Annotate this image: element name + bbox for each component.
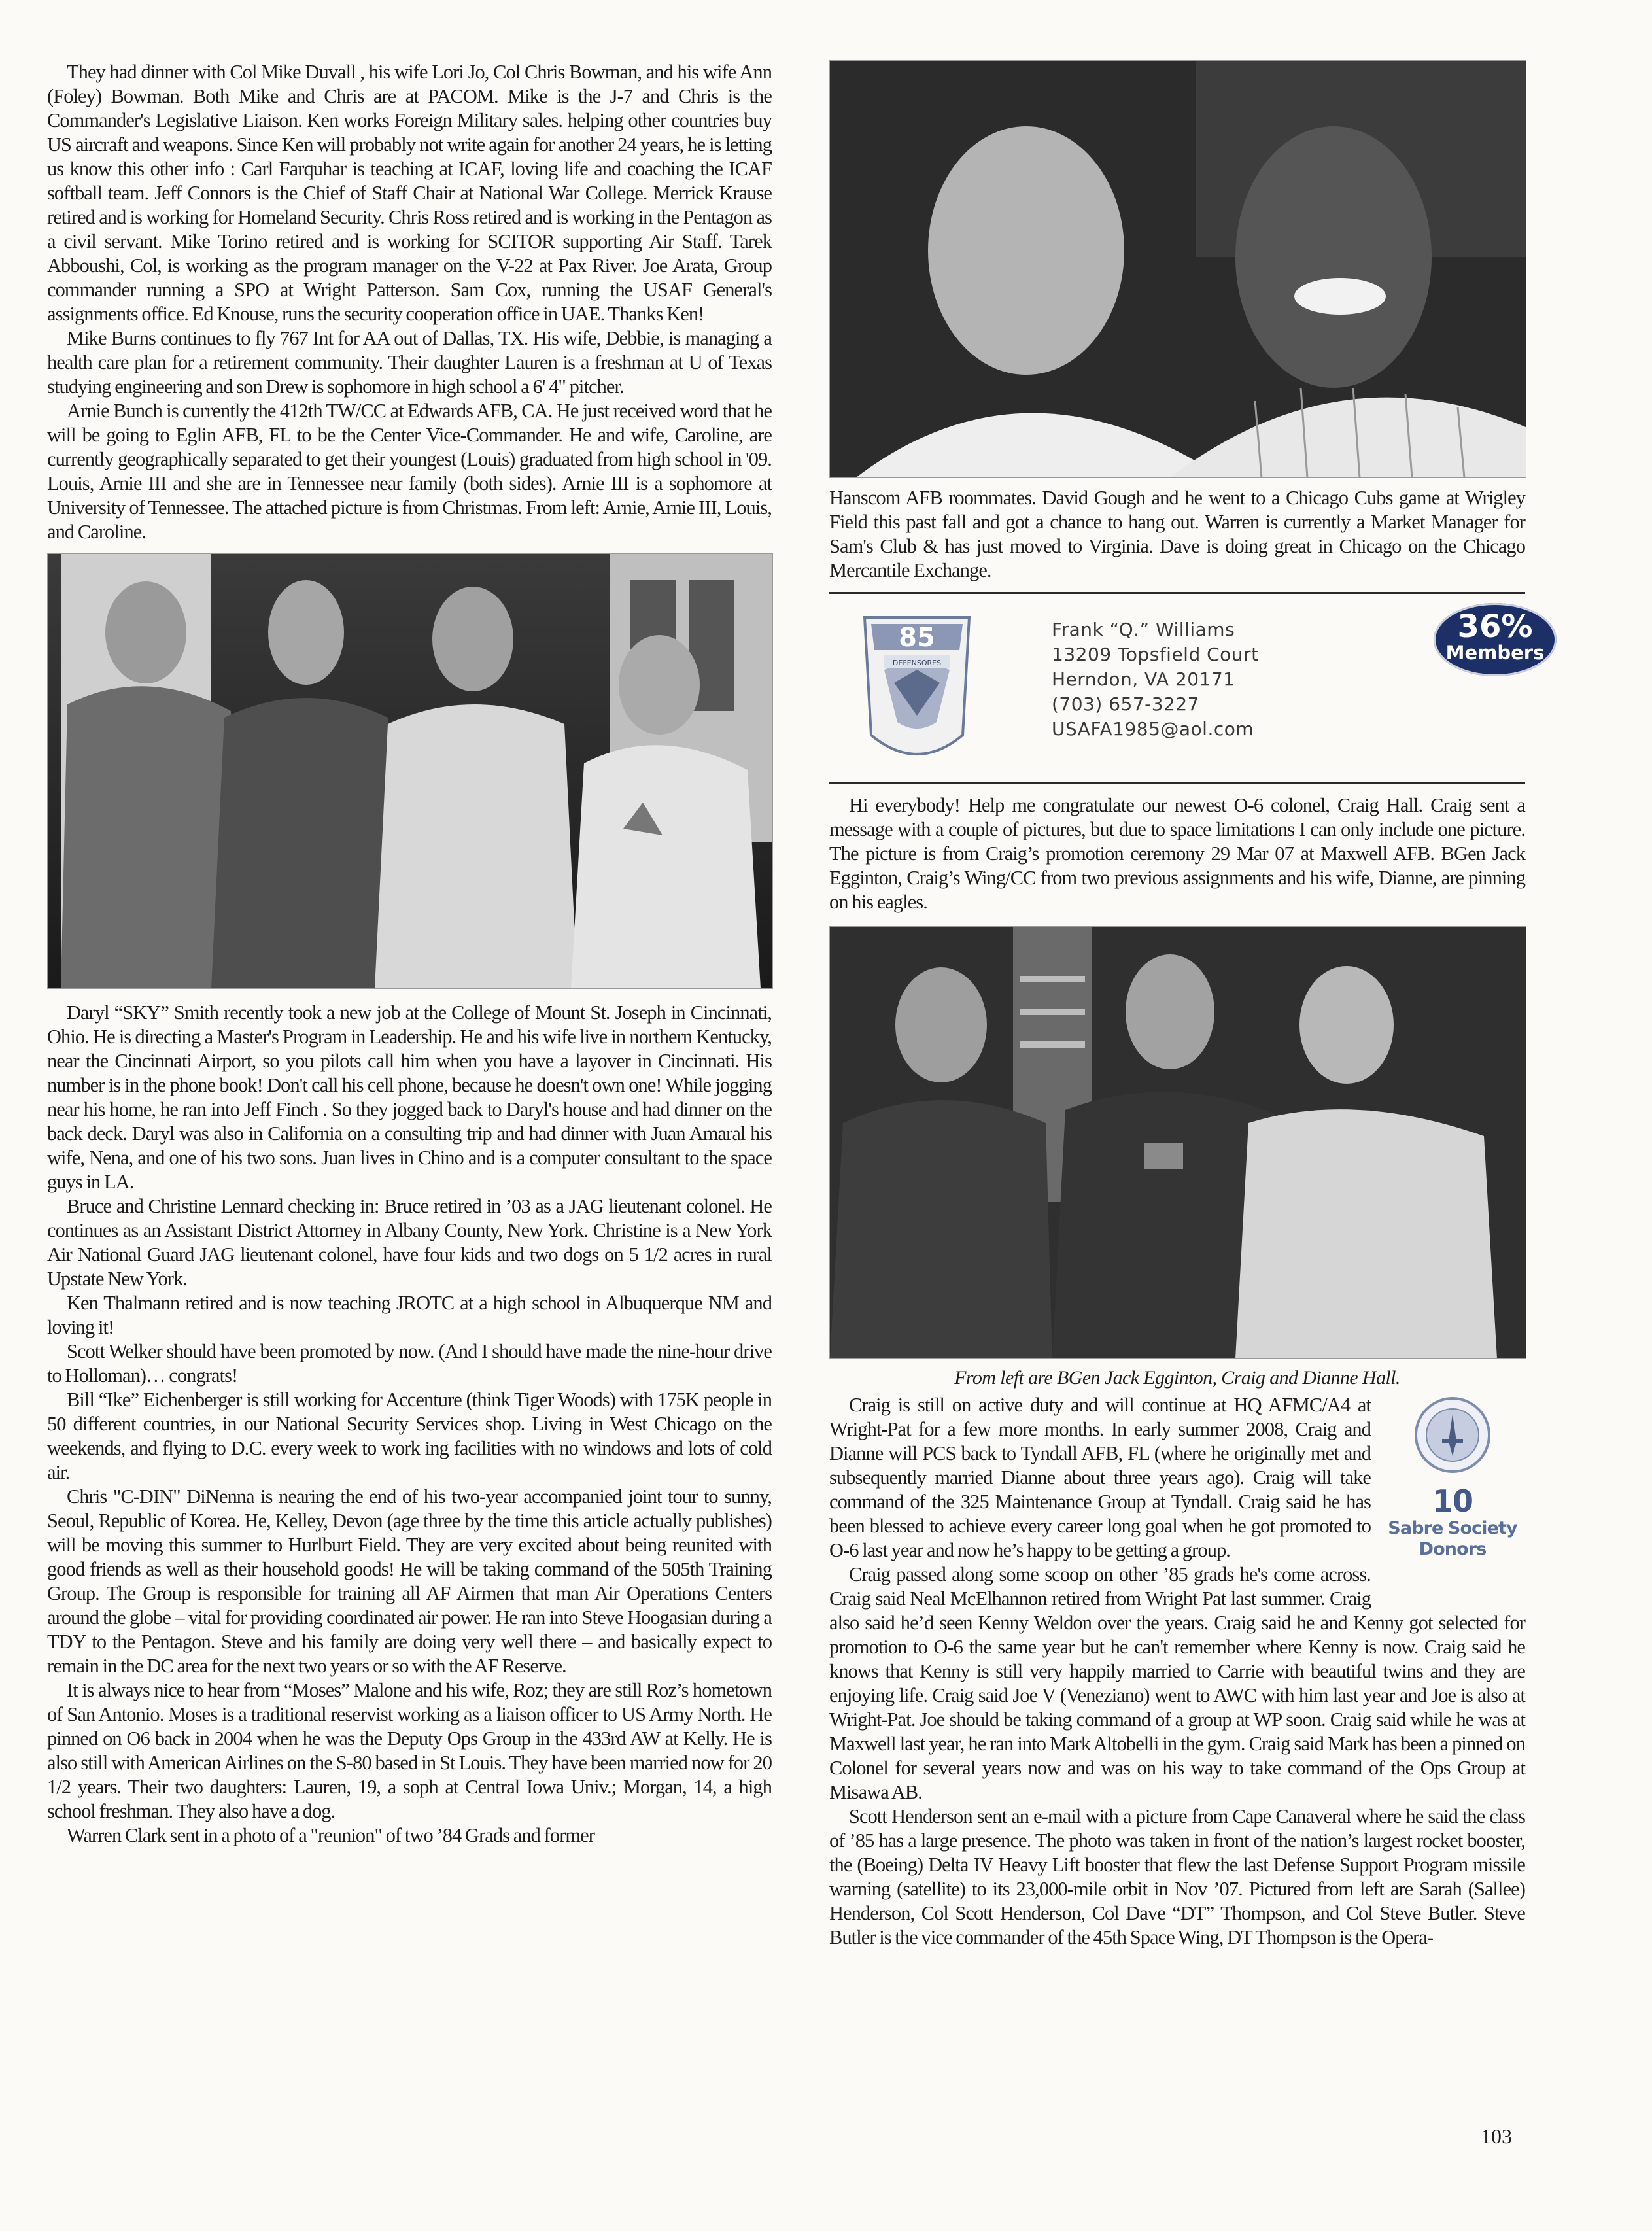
crest-year: 85 <box>899 623 935 653</box>
hall-intro-text <box>829 793 1525 914</box>
paragraph: Arnie Bunch is currently the 412th TW/CC at Edwards AFB, CA. He just received word that he will be going to Eglin AFB, FL to be the Center Vice-Commander. He and wife, Caroline, are currently geographically separated to get their youngest (Louis) graduated from high school in '09. Louis, Arnie III and she are in Tennessee near family (both sides). Arnie III is a sophomore at University of Tennessee. The attached picture is from Christmas. From left: Arnie, Arnie III, Louis, and Caroline. <box>47 400 772 543</box>
paragraph: They had dinner with Col Mike Duvall , his wife Lori Jo, Col Chris Bowman, and his wife Ann (Foley) Bowman. Both Mike and Chris are at PACOM. Mike is the J-7 and Chris is the Commander's Legislative Liaison. Ken works Foreign Military sales. helping other countries buy US aircraft and weapons. Since Ken will probably not write again for another 24 years, he is letting us know this other info : Carl Farquhar is teaching at ICAF, loving life and coaching the ICAF softball team. Jeff Connors is the Chief of Staff Chair at National War College. Merrick Krause retired and is working for Homeland Security. Chris Ross retired and is working in the Pentagon as a civil servant. Mike Torino retired and is working for SCITOR supporting Air Staff. Tarek Abboushi, Col, is working as the program manager on the V-22 at Pax River. Joe Arata, Group commander running a SPO at Wright Patterson. Sam Cox, running the USAF General's assignments office. Ed Knouse, runs the security cooperation office in UAE. Thanks Ken! <box>47 61 772 325</box>
class-crest-icon <box>858 604 976 773</box>
membership-label: Members <box>1445 642 1545 664</box>
paragraph: Scott Welker should have been promoted by now. (And I should have made the nine-hour drive to Holloman)… congrats! <box>47 1340 772 1387</box>
paragraph: Chris "C-DIN" DiNenna is nearing the end of his two-year accompanied joint tour to sunny, Seoul, Republic of Korea. He, Kelley, Devon (age three by the time this article actually publishes) will be moving this summer to Hurlburt Field. They are very excited about being reunited with good friends as well as their household goods! He will be taking command of the 505th Training Group. The Group is responsible for training all AF Airmen that man Air Operations Centers around the globe – vital for providing coordinated air power. He ran into Steve Hoogasian during a TDY to the Pentagon. Steve and his family are doing very well there – and basically expect to remain in the DC area for the next two years or so with the AF Reserve. <box>47 1485 772 1677</box>
scribe-phone: (703) 657-3227 <box>1052 693 1199 715</box>
paragraph: Mike Burns continues to fly 767 Int for AA out of Dallas, TX. His wife, Debbie, is managing a health care plan for a retirement community. Their daughter Lauren is a freshman at U of Texas studying engineering and son Drew is sophomore in high school a 6' 4" pitcher. <box>47 327 772 398</box>
right-column <box>829 60 1545 1950</box>
divider <box>829 782 1525 784</box>
scribe-email[interactable]: USAFA1985@aol.com <box>1052 718 1254 740</box>
paragraph: Hanscom AFB roommates. David Gough and he went to a Chicago Cubs game at Wrigley Field this past fall and got a chance to hang out. Warren is currently a Market Manager for Sam's Club & has just moved to Virginia. Dave is doing great in Chicago on the Chicago Mercantile Exchange. <box>829 487 1525 581</box>
hall-detail-text <box>829 1393 1525 1950</box>
paragraph: Hi everybody! Help me congratulate our newest O-6 colonel, Craig Hall. Craig sent a message with a couple of pictures, but due to space limitations I can only include one picture. The picture is from Craig’s promotion ceremony 29 Mar 07 at Maxwell AFB. BGen Jack Egginton, Craig’s Wing/CC from two previous assignments and his wife, Dianne, are pinning on his eagles. <box>829 794 1525 913</box>
membership-badge <box>1434 603 1557 676</box>
paragraph: Craig is still on active duty and will continue at HQ AFMC/A4 at Wright-Pat for a few more months. In early summer 2008, Craig and Dianne will PCS back to Tyndall AFB, FL (where he originally met and subsequently married Dianne about three years ago). Craig will take command of the 325 Maintenance Group at Tyndall. Craig said he has been blessed to achieve every career long goal when he got promoted to O-6 last year and now he’s happy to be getting a group. <box>829 1394 1371 1561</box>
paragraph: Craig passed along some scoop on other ’85 grads he's come across. Craig said Neal McElhannon retired from Wright Pat last summer. Craig also said he’d seen Kenny Weldon over the years. Craig said he and Kenny got selected for promotion to O-6 the same year but he can't remember where Kenny is now. Craig said he knows that Kenny is still very happily married to Carrie with beautiful twins and they are enjoying life. Craig said Joe V (Veneziano) went to AWC with him last year and Joe is also at Wright-Pat. Joe should be taking command of a group at WP soon. Craig said while he was at Maxwell last year, he ran into Mark Altobelli in the gym. Craig said Mark has been a pinned on Colonel for several years now and was on his way to take command of the Ops Group at Misawa AB. <box>829 1563 1525 1803</box>
hall-promotion-photo <box>829 926 1526 1359</box>
scribe-name: Frank “Q.” Williams <box>1052 619 1235 640</box>
sabre-society-box <box>1380 1396 1525 1592</box>
paragraph: Warren Clark sent in a photo of a "reunion" of two ’84 Grads and former <box>67 1824 594 1846</box>
paragraph: Daryl “SKY” Smith recently took a new job at the College of Mount St. Joseph in Cincinnati, Ohio. He is directing a Master's Program in Leadership. He and his wife live in northern Kentucky, near the Cincinnati Airport, so you pilots call him when you have a layover in Cincinnati. His number is in the phone book! Don't call his cell phone, because he doesn't own one! While jogging near his home, he ran into Jeff Finch . So they jogged back to Daryl's house and had dinner on the back deck. Daryl was also in California on a consulting trip and had dinner with Juan Amaral his wife, Nena, and one of his two sons. Juan lives in Chino and is a computer consultant to the space guys in LA. <box>47 1001 772 1193</box>
paragraph: Scott Henderson sent an e-mail with a picture from Cape Canaveral where he said the class of ’85 has a large presence. The photo was taken in front of the nation’s largest rocket booster, the (Boeing) Delta IV Heavy Lift booster that flew the last Defense Support Program missile warning (satellite) to its 23,000-mile orbit in Nov ’07. Pictured from left are Sarah (Sallee) Henderson, Col Scott Henderson, Col Dave “DT” Thompson, and Col Steve Butler. Steve Butler is the vice commander of the 45th Space Wing, DT Thompson is the Opera- <box>829 1805 1525 1948</box>
photo-caption: From left are BGen Jack Egginton, Craig and Dianne Hall. <box>954 1367 1400 1389</box>
membership-percent: 36% <box>1457 608 1533 645</box>
paragraph: Bill “Ike” Eichenberger is still working for Accenture (think Tiger Woods) with 175K people in 50 different countries, in our National Security Services shop. Living in West Chicago on the weekends, and flying to D.C. every week to work ing facilities with no windows and lots of cold air. <box>47 1389 772 1483</box>
clark-gough-photo <box>829 60 1526 478</box>
class-news-text <box>47 60 772 544</box>
paragraph: Ken Thalmann retired and is now teaching JROTC at a high school in Albuquerque NM and loving it! <box>47 1292 772 1338</box>
class-scribe-contact <box>829 603 1545 782</box>
gough-text <box>829 486 1525 583</box>
divider <box>829 592 1525 594</box>
left-column <box>47 60 772 1848</box>
class-news-text-2 <box>47 1001 772 1848</box>
bunch-family-photo <box>47 553 773 989</box>
contact-info <box>1052 617 1259 742</box>
sabre-line-1: Sabre Society <box>1388 1518 1517 1538</box>
scribe-street: 13209 Topsfield Court <box>1052 644 1259 665</box>
scribe-city: Herndon, VA 20171 <box>1052 668 1235 690</box>
paragraph: Bruce and Christine Lennard checking in: Bruce retired in ’03 as a JAG lieutenant colonel. He continues as an Assistant District Attorney in Albany County, New York. Christine is a New York Air National Guard JAG lieutenant colonel, have four kids and two dogs on 5 1/2 acres in rural Upstate New York. <box>47 1195 772 1290</box>
sabre-society-seal-icon <box>1413 1396 1492 1474</box>
sabre-line-2: Donors <box>1419 1539 1487 1559</box>
svg-text:DEFENSORES: DEFENSORES <box>892 659 942 667</box>
sabre-donor-count: 10 <box>1432 1483 1473 1519</box>
page-number: 103 <box>1481 2124 1512 2148</box>
paragraph: It is always nice to hear from “Moses” Malone and his wife, Roz; they are still Roz’s hometown of San Antonio. Moses is a traditional reservist working as a liaison officer to US Army North. He pinned on O6 back in 2004 when he was the Deputy Ops Group in the 433rd AW at Kelly. He is also still with American Airlines on the S-80 based in St Louis. They have been married now for 20 1/2 years. Their two daughters: Lauren, 19, a soph at Central Iowa Univ.; Morgan, 14, a high school freshman. They also have a dog. <box>47 1679 772 1822</box>
